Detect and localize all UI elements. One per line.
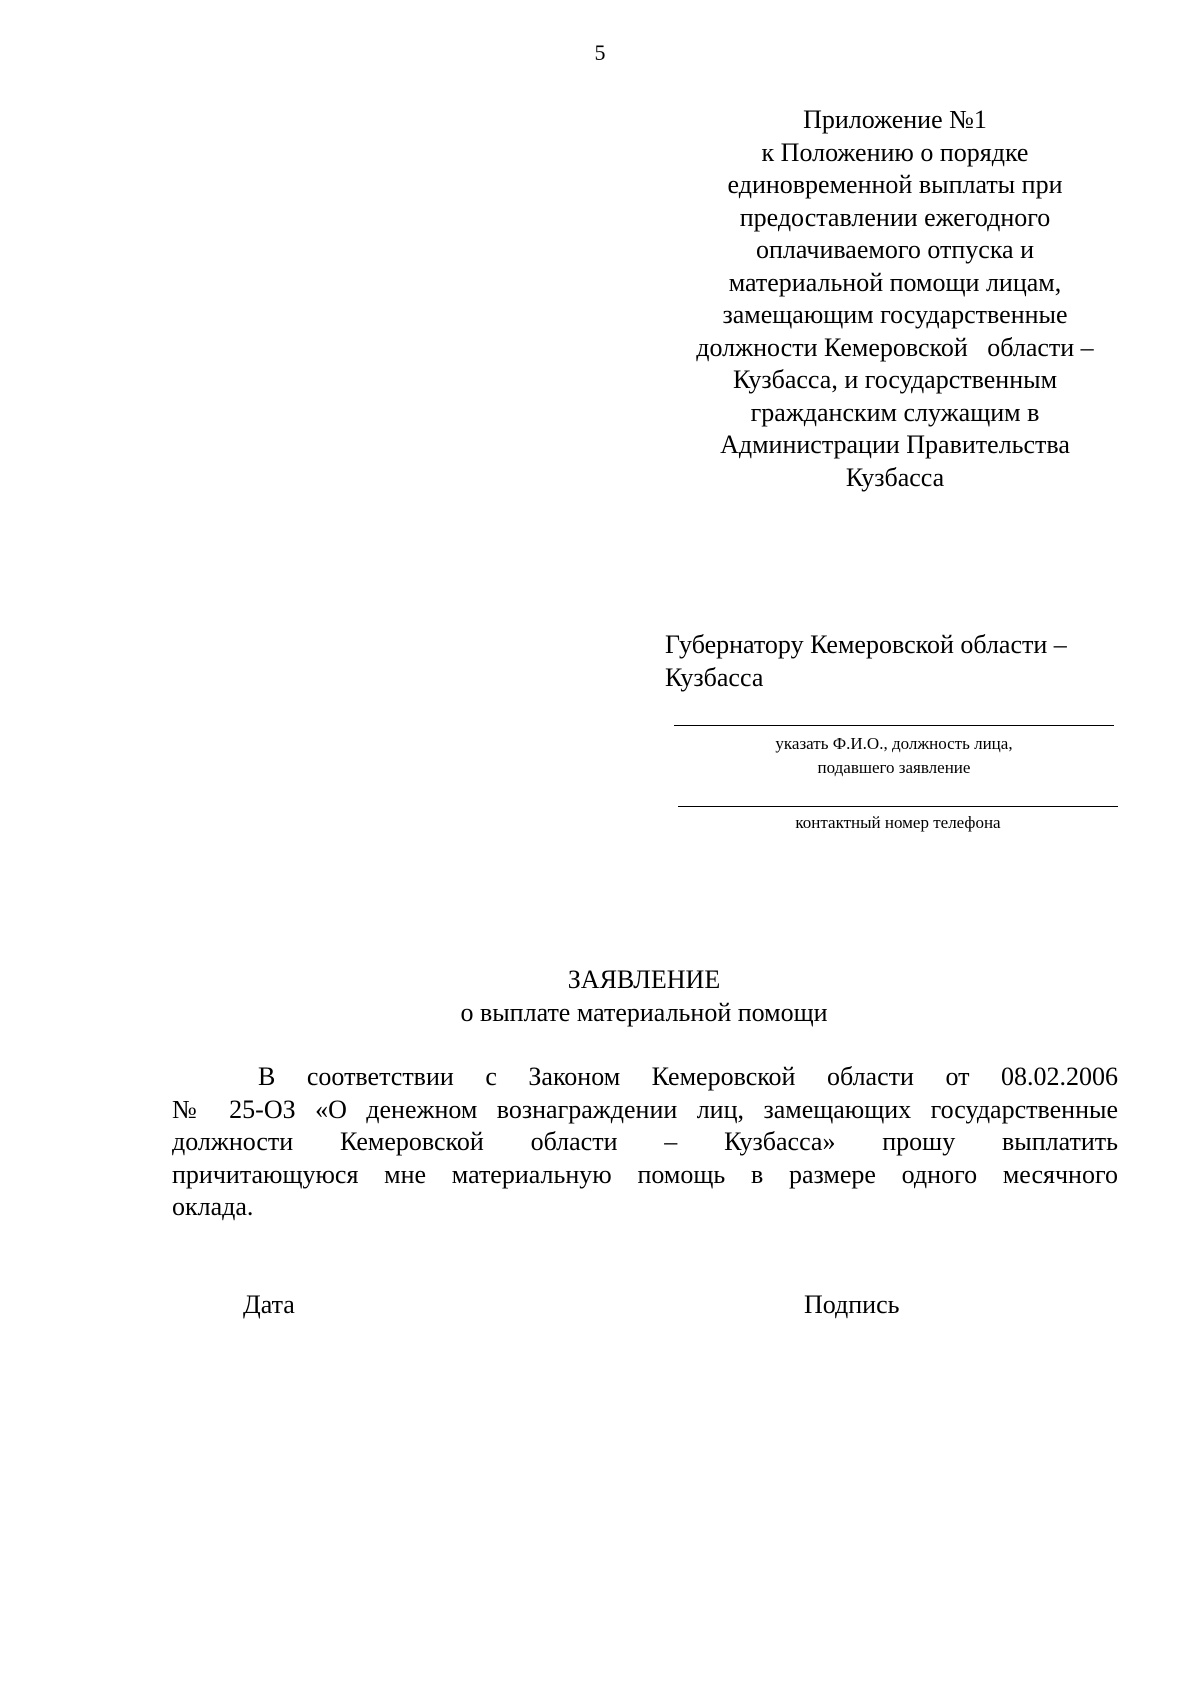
signature-label: Подпись bbox=[804, 1290, 900, 1319]
applicant-hint-line: подавшего заявление bbox=[817, 758, 971, 777]
appendix-line: Кузбасса, и государственным bbox=[732, 365, 1058, 394]
body-paragraph bbox=[172, 1061, 1118, 1224]
page-number: 5 bbox=[594, 40, 606, 65]
addressee-line: Губернатору Кемеровской области – bbox=[665, 630, 1067, 659]
phone-fill-line[interactable] bbox=[678, 806, 1118, 807]
body-line: должности Кемеровской области – Кузбасса» прошу выплатить bbox=[172, 1127, 1118, 1156]
appendix-line: к Положению о порядке bbox=[761, 137, 1029, 167]
appendix-line: материальной помощи лицам, bbox=[728, 267, 1062, 297]
title-subheading: о выплате материальной помощи bbox=[460, 998, 828, 1027]
phone-hint: контактный номер телефона bbox=[795, 813, 1001, 832]
appendix-line: Приложение №1 bbox=[803, 105, 987, 134]
body-line: № 25-ОЗ «О денежном вознаграждении лиц, замещающих государственные bbox=[172, 1094, 1118, 1124]
body-line: причитающуюся мне материальную помощь в размере одного месячного bbox=[172, 1159, 1118, 1189]
date-label: Дата bbox=[243, 1290, 295, 1319]
appendix-line: должности Кемеровской области – bbox=[696, 332, 1094, 362]
appendix-line: замещающим государственные bbox=[722, 300, 1068, 329]
appendix-line: Кузбасса bbox=[845, 462, 945, 492]
appendix-line: предоставлении ежегодного bbox=[739, 202, 1051, 232]
appendix-line: оплачиваемого отпуска и bbox=[755, 235, 1035, 264]
body-line: оклада. bbox=[172, 1192, 254, 1221]
applicant-fill-line[interactable] bbox=[674, 725, 1114, 726]
addressee bbox=[665, 628, 1135, 694]
body-line: В соответствии с Законом Кемеровской области от 08.02.2006 bbox=[258, 1062, 1118, 1091]
appendix-line: единовременной выплаты при bbox=[727, 170, 1063, 199]
addressee-line: Кузбасса bbox=[665, 663, 764, 692]
document-title bbox=[0, 963, 1200, 1029]
applicant-hint bbox=[674, 732, 1114, 780]
title-heading: ЗАЯВЛЕНИЕ bbox=[567, 965, 721, 994]
appendix-header bbox=[660, 104, 1130, 494]
appendix-line: гражданским служащим в bbox=[750, 397, 1040, 427]
appendix-line: Администрации Правительства bbox=[720, 430, 1070, 459]
applicant-hint-line: указать Ф.И.О., должность лица, bbox=[775, 734, 1013, 753]
